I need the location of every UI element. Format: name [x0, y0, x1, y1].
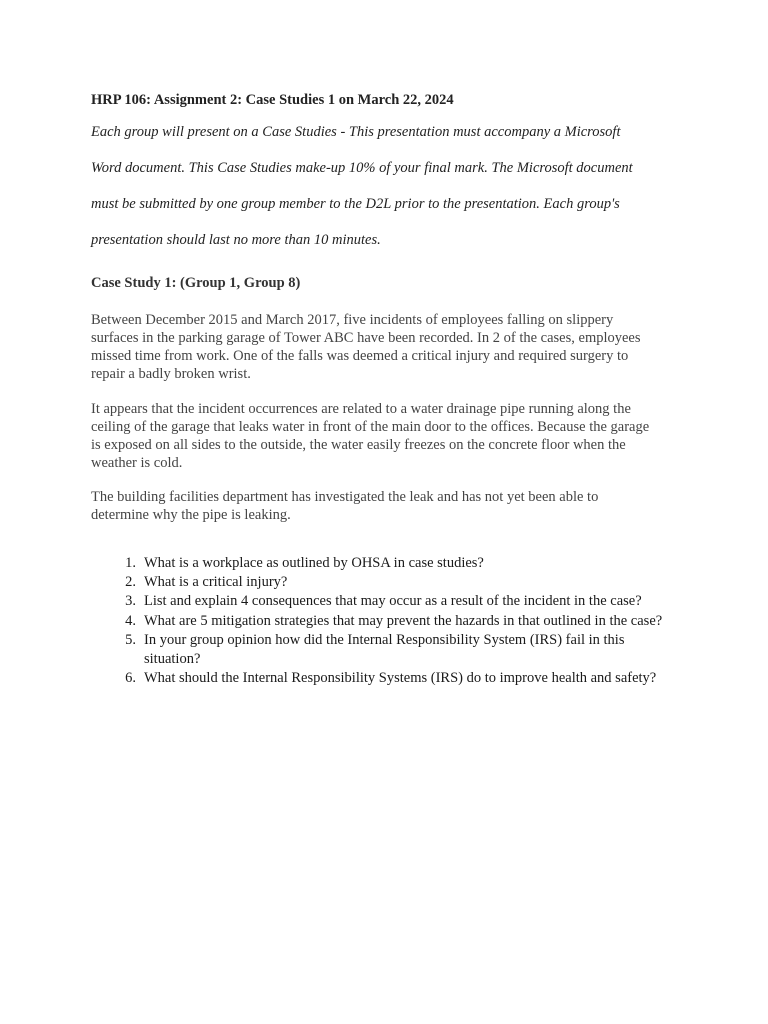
paragraph-line: It appears that the incident occurrences are related to a water drainage pipe running along the	[91, 401, 631, 417]
question-text	[136, 612, 662, 631]
question-line: situation?	[144, 651, 201, 668]
question-text	[136, 631, 624, 669]
intro-line: presentation should last no more than 10 minutes.	[91, 232, 381, 248]
question-text	[136, 554, 484, 573]
list-item	[91, 554, 711, 573]
case-paragraph-1	[91, 311, 691, 383]
question-line: What is a workplace as outlined by OHSA in case studies?	[144, 555, 484, 571]
list-item	[91, 669, 711, 688]
paragraph-line: weather is cold.	[91, 455, 183, 471]
paragraph-line: determine why the pipe is leaking.	[91, 507, 291, 523]
paragraph-line: The building facilities department has investigated the leak and has not yet been able to	[91, 489, 599, 505]
question-number: 5.	[125, 631, 136, 648]
paragraph-line: Between December 2015 and March 2017, five incidents of employees falling on slippery	[91, 312, 614, 328]
case-study-title: Case Study 1: (Group 1, Group 8)	[91, 275, 301, 291]
question-line: What are 5 mitigation strategies that may prevent the hazards in that outlined in the case?	[144, 612, 663, 629]
question-line: List and explain 4 consequences that may occur as a result of the incident in the case?	[144, 593, 642, 610]
question-text	[136, 592, 642, 611]
paragraph-line: missed time from work. One of the falls was deemed a critical injury and required surgery to	[91, 348, 629, 364]
list-item	[91, 573, 711, 592]
paragraph-line: repair a badly broken wrist.	[91, 366, 251, 382]
case-paragraph-2	[91, 400, 691, 472]
paragraph-line: ceiling of the garage that leaks water in front of the main door to the offices. Because the garage	[91, 419, 650, 435]
question-number: 3.	[125, 593, 136, 610]
list-item	[91, 592, 711, 611]
question-number: 2.	[125, 574, 136, 591]
question-list	[91, 554, 711, 688]
question-number: 6.	[125, 670, 136, 687]
question-line: In your group opinion how did the Internal Responsibility System (IRS) fail in this	[144, 631, 625, 648]
question-number: 1.	[125, 555, 136, 571]
question-line: What should the Internal Responsibility Systems (IRS) do to improve health and safety?	[144, 670, 657, 687]
assignment-heading: HRP 106: Assignment 2: Case Studies 1 on March 22, 2024	[91, 92, 454, 108]
list-item	[91, 631, 711, 669]
question-number: 4.	[125, 612, 136, 629]
question-line: What is a critical injury?	[144, 574, 288, 591]
question-text	[136, 669, 656, 688]
question-text	[136, 573, 287, 592]
case-paragraph-3	[91, 488, 691, 524]
intro-paragraph	[91, 121, 691, 265]
intro-line: Each group will present on a Case Studies - This presentation must accompany a Microsoft	[91, 124, 621, 140]
paragraph-line: is exposed on all sides to the outside, the water easily freezes on the concrete floor when the	[91, 437, 626, 453]
list-item	[91, 612, 711, 631]
intro-line: must be submitted by one group member to the D2L prior to the presentation. Each group's	[91, 196, 620, 212]
paragraph-line: surfaces in the parking garage of Tower ABC have been recorded. In 2 of the cases, employees	[91, 330, 641, 346]
intro-line: Word document. This Case Studies make-up 10% of your final mark. The Microsoft document	[91, 160, 633, 176]
